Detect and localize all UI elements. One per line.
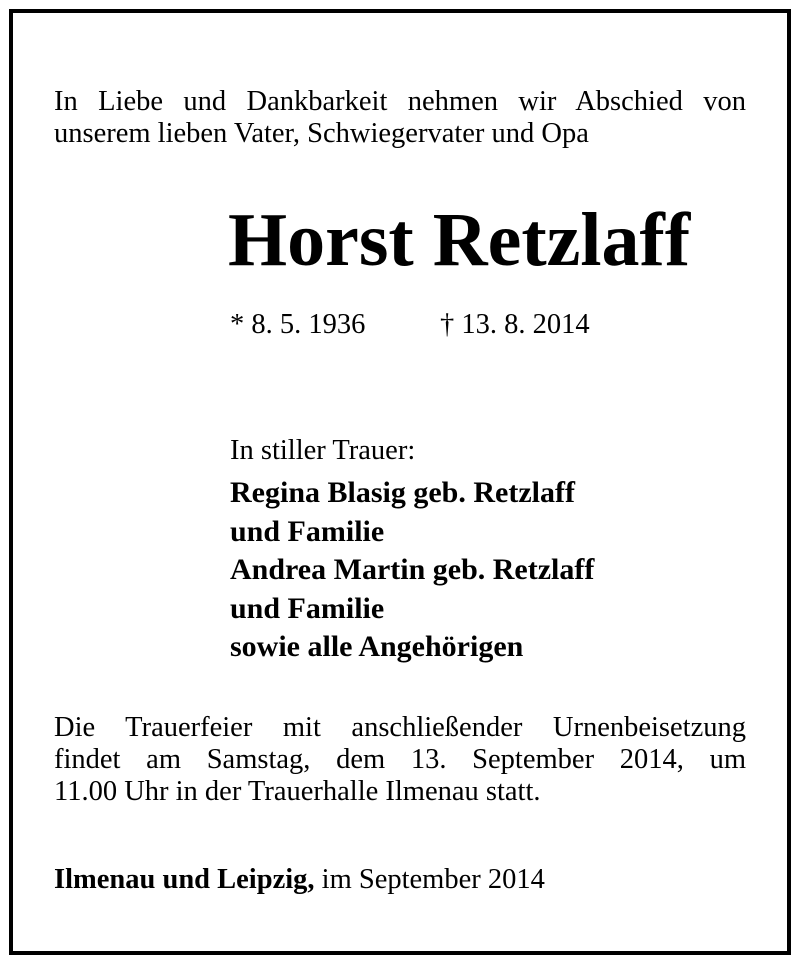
mourning-label: In stiller Trauer: xyxy=(230,435,416,466)
place-date-line xyxy=(54,862,545,898)
mourner-line: und Familie xyxy=(230,591,385,625)
ceremony-text xyxy=(54,712,746,808)
intro-line-2: unserem lieben Vater, Schwiegervater und Opa xyxy=(54,118,589,149)
intro-line-1: In Liebe und Dankbarkeit nehmen wir Abschied von xyxy=(54,86,746,117)
ceremony-line-1: Die Trauerfeier mit anschließender Urnenbeisetzung xyxy=(54,712,746,743)
intro-text xyxy=(54,86,746,150)
mourner-line: und Familie xyxy=(230,514,385,548)
life-dates xyxy=(230,307,590,343)
deceased-name: Horst Retzlaff xyxy=(228,198,691,282)
closing-date: im September 2014 xyxy=(321,864,545,895)
birth-date: * 8. 5. 1936 xyxy=(230,309,366,340)
mourners-list xyxy=(230,474,594,667)
closing-place: Ilmenau und Leipzig, xyxy=(54,864,315,895)
ceremony-line-3: 11.00 Uhr in der Trauerhalle Ilmenau statt. xyxy=(54,776,541,807)
ceremony-line-2: findet am Samstag, dem 13. September 2014, um xyxy=(54,744,746,775)
mourner-line: sowie alle Angehörigen xyxy=(230,630,524,663)
mourner-line: Regina Blasig geb. Retzlaff xyxy=(230,476,575,509)
mourner-line: Andrea Martin geb. Retzlaff xyxy=(230,553,595,586)
death-date: † 13. 8. 2014 xyxy=(440,309,590,340)
